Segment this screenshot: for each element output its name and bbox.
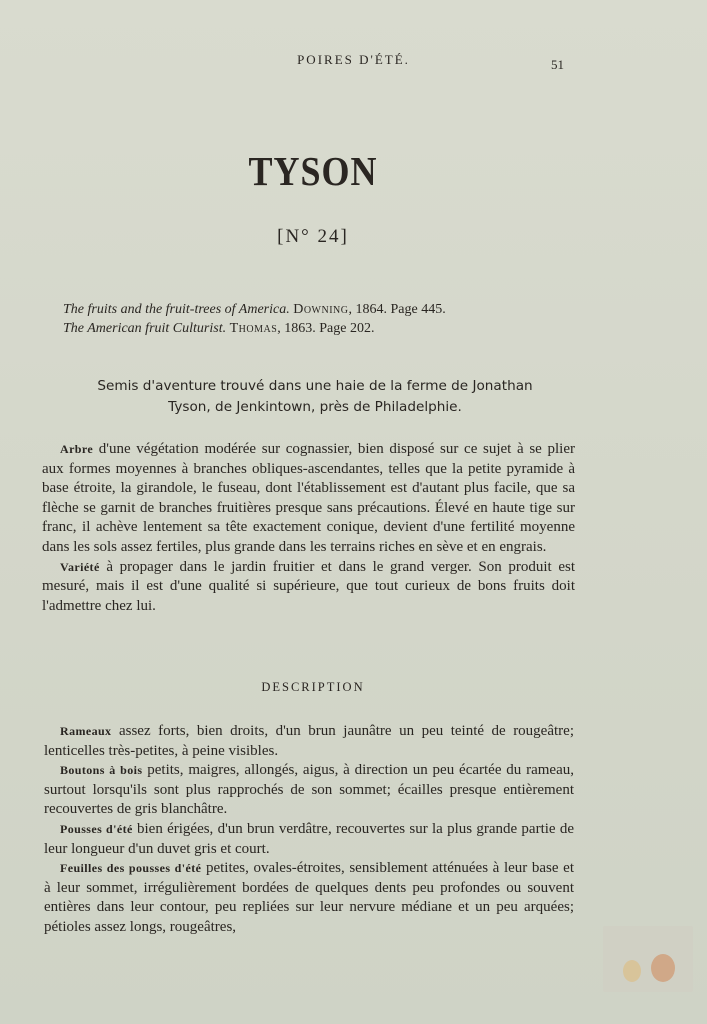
description-lead: Rameaux [60, 724, 112, 738]
pear-icon [651, 954, 675, 982]
reference-details: , 1864. Page 445. [348, 302, 446, 317]
paragraph [42, 558, 575, 617]
body-text [42, 440, 575, 616]
paragraph-text: d'une végétation modérée sur cognassier, bien disposé sur ce sujet à se plier aux formes moyennes à branches obliques-ascendantes, telles que la petite pyramide à base étroite, la girandole, le fuseau, dont l'établissement est d'autant plus facile, que sa flèche se garnit de branches fruitières presque sans précautions. Élevé en haute tige sur franc, il achève lentement sa tête exactement conique, devient d'une fertilité moyenne dans les sols assez fertiles, plus grande dans les terrains riches en sève et en engrais. [42, 441, 575, 555]
description-body: bien érigées, d'un brun verdâtre, recouvertes sur la plus grande partie de leur longueur d'un duvet gris et court. [44, 820, 574, 857]
reference-author: Thomas [229, 321, 278, 336]
paragraph-lead: Variété [60, 559, 100, 574]
origin-line: Semis d'aventure trouvé dans une haie de la ferme de Jonathan [97, 378, 533, 394]
paragraph-text: à propager dans le jardin fruitier et dans le grand verger. Son produit est mesuré, mais il est d'une qualité si supérieure, que tout curieux de bons fruits doit l'admettre chez lui. [42, 558, 575, 614]
page-number: 51 [551, 57, 564, 72]
running-head: POIRES D'ÉTÉ. [297, 52, 410, 67]
paragraph-lead: Arbre [60, 442, 94, 456]
description-item [44, 859, 574, 937]
variety-number: [N° 24] [277, 226, 349, 247]
description-body: petites, ovales-étroites, sensiblement atténuées à leur base et à leur sommet, irrégulièrement bordées de quelques dents peu profondes ou souvent entières dans leur contour, peu repliées sur leur nervure médiane et un peu arquées; pétioles assez longs, rougeâtres, [44, 860, 574, 935]
reference-work: The American fruit Culturist. [63, 321, 227, 336]
section-heading: DESCRIPTION [261, 680, 365, 694]
origin-note [50, 376, 580, 418]
paragraph [42, 440, 575, 558]
description-lead: Feuilles des pousses d'été [60, 861, 202, 876]
references [63, 300, 603, 338]
description-item [44, 820, 574, 859]
reference-item [63, 319, 603, 338]
reference-item [63, 300, 603, 319]
description-text [44, 722, 574, 938]
pear-icon [623, 960, 641, 982]
description-item [44, 722, 574, 761]
reference-details: , 1863. Page 202. [277, 321, 375, 336]
reference-work: The fruits and the fruit-trees of America. [63, 302, 290, 317]
description-lead: Pousses d'été [60, 821, 133, 836]
origin-line: Tyson, de Jenkintown, près de Philadelphie. [168, 399, 462, 415]
fruit-thumbnail [603, 926, 693, 992]
description-body: assez forts, bien droits, d'un brun jaunâtre un peu teinté de rougeâtre; lenticelles très-petites, à peine visibles. [44, 723, 574, 759]
description-item [44, 761, 574, 820]
reference-author: Downing [293, 302, 349, 317]
description-body: petits, maigres, allongés, aigus, à direction un peu écartée du rameau, surtout lorsqu'ils sont plus rapprochés de son sommet; écailles presque entièrement recouvertes de gris blanchâtre. [44, 762, 574, 818]
page-title: TYSON [248, 148, 378, 194]
description-lead: Boutons à bois [60, 763, 143, 778]
